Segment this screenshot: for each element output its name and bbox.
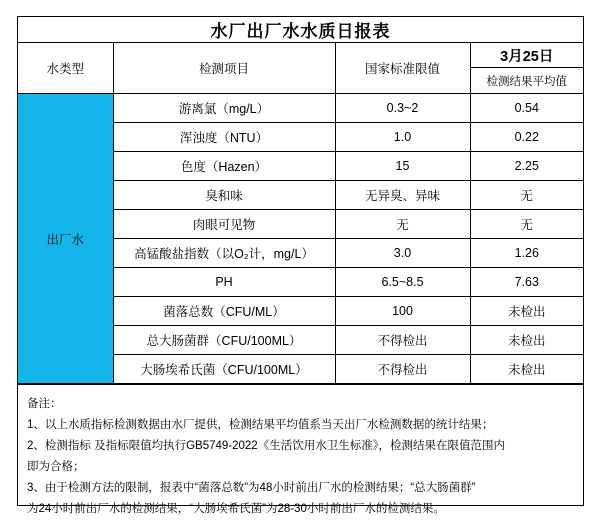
header-national-standard: 国家标准限值 bbox=[335, 43, 470, 94]
row-standard: 1.0 bbox=[335, 123, 470, 152]
notes-line: 备注： bbox=[27, 398, 62, 410]
notes-section bbox=[18, 384, 583, 520]
row-standard: 无 bbox=[335, 210, 470, 239]
row-result: 0.22 bbox=[470, 123, 583, 152]
water-quality-table bbox=[18, 43, 583, 384]
row-standard: 6.5~8.5 bbox=[335, 268, 470, 297]
row-result: 无 bbox=[470, 210, 583, 239]
row-standard: 不得检出 bbox=[335, 355, 470, 384]
header-date: 3月25日 bbox=[471, 43, 584, 68]
row-result: 未检出 bbox=[470, 326, 583, 355]
table-row bbox=[18, 94, 583, 123]
row-standard: 不得检出 bbox=[335, 326, 470, 355]
row-item: 总大肠菌群（CFU/100ML） bbox=[113, 326, 335, 355]
row-item: 色度（Hazen） bbox=[113, 152, 335, 181]
notes-line: 即为合格； bbox=[27, 461, 85, 473]
row-item: 菌落总数（CFU/ML） bbox=[113, 297, 335, 326]
notes-line: 1、以上水质指标检测数据由水厂提供，检测结果平均值系当天出厂水检测数据的统计结果； bbox=[27, 419, 494, 431]
header-result-average: 检测结果平均值 bbox=[486, 75, 567, 88]
report-title-row bbox=[18, 17, 583, 43]
notes-line: 为24小时前出厂水的检测结果，“大肠埃希氏菌”为28-30小时前出厂水的检测结果。 bbox=[27, 503, 445, 515]
report-sheet bbox=[17, 16, 584, 515]
row-result: 7.63 bbox=[470, 268, 583, 297]
row-standard: 15 bbox=[335, 152, 470, 181]
row-result: 2.25 bbox=[470, 152, 583, 181]
notes-line: 2、检测指标 及指标限值均执行GB5749-2022《生活饮用水卫生标准》，检测结果在限值范围内 bbox=[27, 440, 505, 452]
table-header-row bbox=[18, 43, 583, 94]
row-standard: 100 bbox=[335, 297, 470, 326]
row-item: 浑浊度（NTU） bbox=[113, 123, 335, 152]
row-result: 0.54 bbox=[470, 94, 583, 123]
row-standard: 无异臭、异味 bbox=[335, 181, 470, 210]
row-item: PH bbox=[113, 268, 335, 297]
header-test-item: 检测项目 bbox=[113, 43, 335, 94]
row-result: 1.26 bbox=[470, 239, 583, 268]
row-result: 无 bbox=[470, 181, 583, 210]
row-standard: 3.0 bbox=[335, 239, 470, 268]
row-item: 大肠埃希氏菌（CFU/100ML） bbox=[113, 355, 335, 384]
row-item: 肉眼可见物 bbox=[113, 210, 335, 239]
row-standard: 0.3~2 bbox=[335, 94, 470, 123]
row-item: 高锰酸盐指数（以O₂计，mg/L） bbox=[113, 239, 335, 268]
notes-line: 3、由于检测方法的限制，报表中“菌落总数”为48小时前出厂水的检测结果；“总大肠菌群” bbox=[27, 482, 476, 494]
row-result: 未检出 bbox=[470, 297, 583, 326]
row-result: 未检出 bbox=[470, 355, 583, 384]
row-item: 臭和味 bbox=[113, 181, 335, 210]
page-title: 水厂出厂水水质日报表 bbox=[210, 22, 391, 41]
water-type-value: 出厂水 bbox=[18, 94, 113, 384]
header-date-group bbox=[470, 43, 583, 94]
row-item: 游离氯（mg/L） bbox=[113, 94, 335, 123]
header-water-type: 水类型 bbox=[18, 43, 113, 94]
